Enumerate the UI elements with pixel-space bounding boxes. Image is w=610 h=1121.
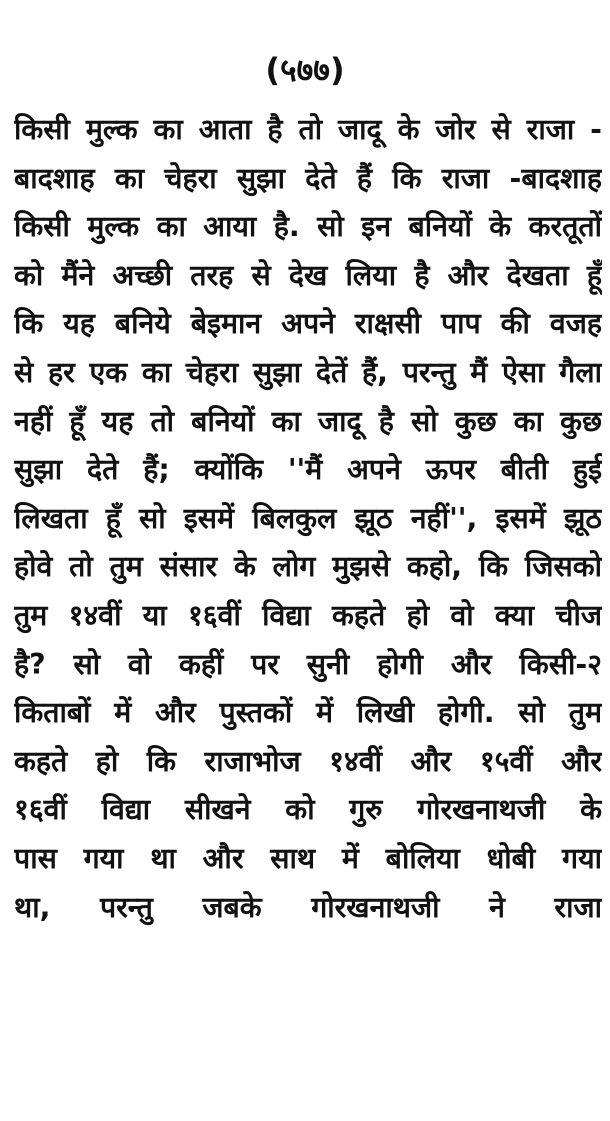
text-line: किताबों में और पुस्तकों में लिखी होगी. सो तुम: [14, 696, 602, 730]
text-line: सुझा देते हैं; क्योंकि ''मैं अपने ऊपर बीती हुई: [14, 453, 602, 487]
text-line: कहते हो कि राजाभोज १४वीं और १५वीं और: [14, 744, 602, 778]
text-line: पास गया था और साथ में बोलिया धोबी गया: [14, 841, 602, 875]
text-line: था, परन्तु जबके गोरखनाथजी ने राजा: [14, 890, 602, 924]
text-line: होवे तो तुम संसार के लोग मुझसे कहो, कि जिसको: [14, 550, 602, 584]
text-line: को मैंने अच्छी तरह से देख लिया है और देखता हूँ: [14, 258, 602, 292]
text-line: से हर एक का चेहरा सुझा देतें हैं, परन्तु मैं ऐसा गैला: [14, 355, 602, 389]
text-line: लिखता हूँ सो इसमें बिलकुल झूठ नहीं'', इसमें झूठ: [14, 501, 602, 535]
text-line: १६वीं विद्या सीखने को गुरु गोरखनाथजी के: [14, 793, 602, 827]
page-number: (५७७): [265, 51, 345, 89]
text-line: नहीं हूँ यह तो बनियों का जादू है सो कुछ का कुछ: [14, 404, 602, 438]
text-line: कि यह बनिये बेइमान अपने राक्षसी पाप की वजह: [14, 307, 602, 341]
text-line: किसी मुल्क का आया है. सो इन बनियों के करतूतों: [14, 210, 602, 244]
text-line: बादशाह का चेहरा सुझा देते हैं कि राजा -बादशाह: [14, 161, 602, 195]
text-line: है? सो वो कहीं पर सुनी होगी और किसी-२: [14, 647, 602, 681]
body-text: [14, 106, 602, 932]
text-line: तुम १४वीं या १६वीं विद्या कहते हो वो क्या चीज: [14, 598, 602, 632]
text-line: किसी मुल्क का आता है तो जादू के जोर से राजा -: [14, 113, 602, 146]
